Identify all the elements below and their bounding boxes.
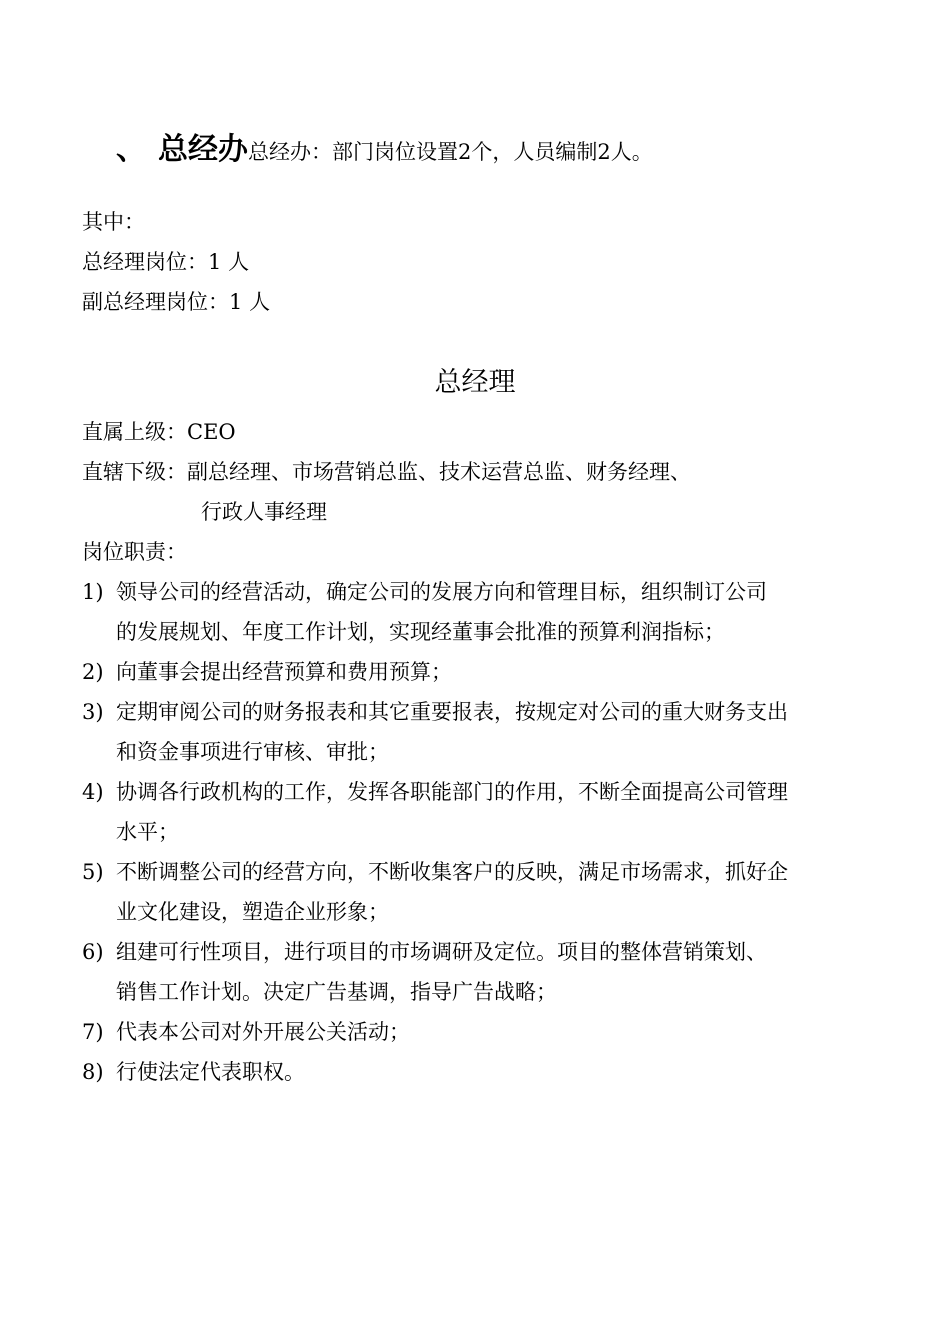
superior-line: 直属上级：CEO — [82, 420, 236, 444]
duty-number: 5) — [82, 860, 104, 884]
gm-count-line: 总经理岗位：1 人 — [82, 250, 250, 274]
duty-text-line: 领导公司的经营活动，确定公司的发展方向和管理目标，组织制订公司 — [116, 580, 767, 604]
duty-text — [116, 658, 876, 698]
role-title: 总经理 — [434, 367, 516, 398]
section-heading — [116, 124, 653, 168]
duty-number: 8) — [82, 1060, 104, 1084]
duty-text-line: 不断调整公司的经营方向，不断收集客户的反映，满足市场需求，抓好企 — [116, 860, 788, 884]
duty-text — [116, 938, 876, 1018]
duty-text — [116, 778, 876, 858]
duty-text — [116, 858, 876, 938]
duty-number: 3) — [82, 700, 104, 724]
department-title: 总经办 — [158, 132, 248, 167]
heading-mark: 、 — [116, 132, 146, 167]
summary-intro: 其中： — [82, 210, 145, 234]
duty-number: 7) — [82, 1020, 104, 1044]
duty-text-line: 定期审阅公司的财务报表和其它重要报表，按规定对公司的重大财务支出 — [116, 700, 788, 724]
duty-text-line: 行使法定代表职权。 — [116, 1060, 305, 1084]
duty-text — [116, 578, 876, 658]
duty-number: 4) — [82, 780, 104, 804]
department-summary: 总经办：部门岗位设置2个，人员编制2人。 — [248, 140, 653, 164]
duty-text-line: 协调各行政机构的工作，发挥各职能部门的作用，不断全面提高公司管理 — [116, 780, 788, 804]
duty-text-line: 代表本公司对外开展公关活动； — [116, 1020, 410, 1044]
duty-text — [116, 698, 876, 778]
duty-text-line: 的发展规划、年度工作计划，实现经董事会批准的预算利润指标； — [116, 620, 725, 644]
duty-text-line: 向董事会提出经营预算和费用预算； — [116, 660, 452, 684]
duty-number: 1) — [82, 580, 104, 604]
vgm-count-line: 副总经理岗位：1 人 — [82, 290, 271, 314]
subordinates-line: 直辖下级：副总经理、市场营销总监、技术运营总监、财务经理、 — [82, 460, 691, 484]
duty-number: 6) — [82, 940, 104, 964]
subordinates-line-2: 行政人事经理 — [201, 500, 327, 524]
duty-number: 2) — [82, 660, 104, 684]
duty-text-line: 组建可行性项目，进行项目的市场调研及定位。项目的整体营销策划、 — [116, 940, 767, 964]
duty-text — [116, 1018, 876, 1058]
duties-label: 岗位职责： — [82, 540, 187, 564]
duty-text-line: 和资金事项进行审核、审批； — [116, 740, 389, 764]
duty-text-line: 业文化建设，塑造企业形象； — [116, 900, 389, 924]
duty-text — [116, 1058, 876, 1098]
duty-text-line: 水平； — [116, 820, 179, 844]
duty-text-line: 销售工作计划。决定广告基调，指导广告战略； — [116, 980, 557, 1004]
